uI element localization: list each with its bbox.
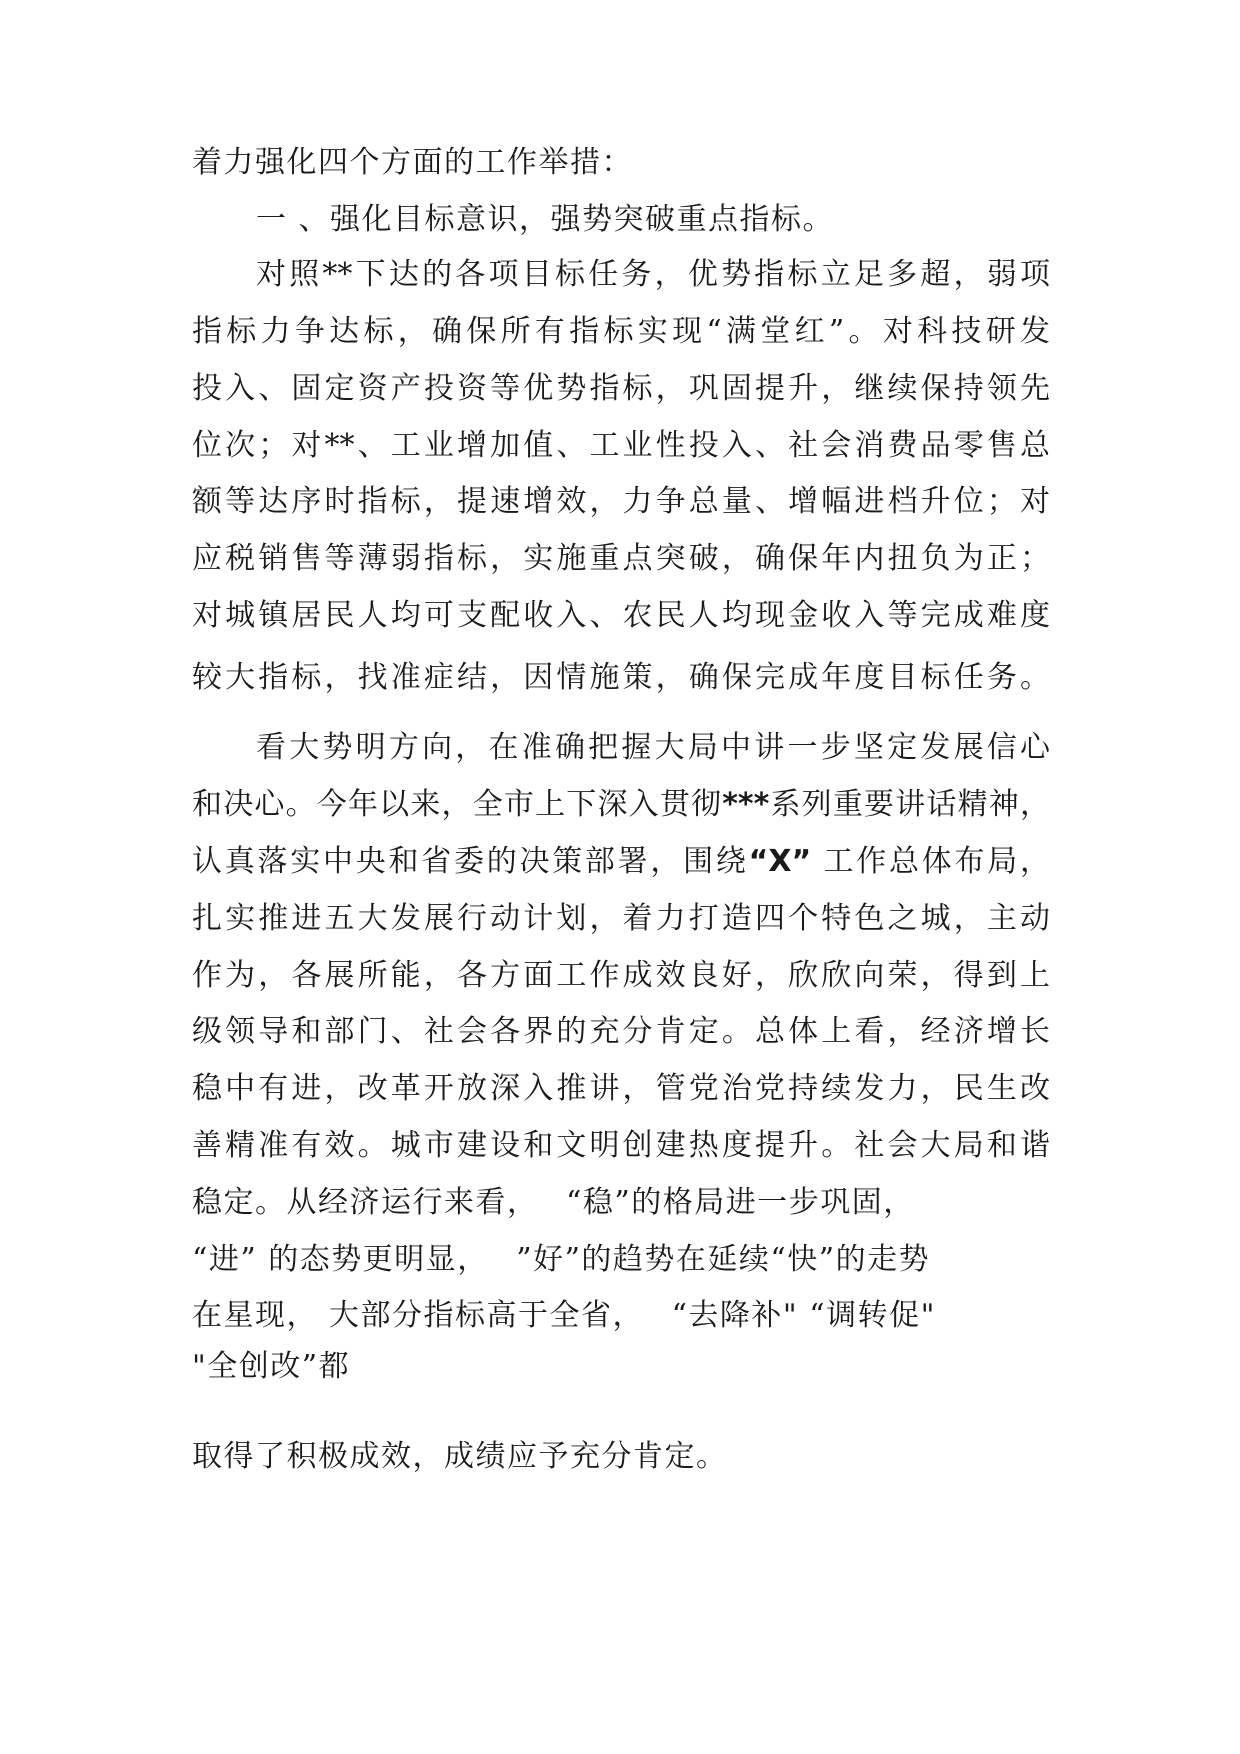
paragraph-line: 指标力争达标，确保所有指标实现“满堂红”。对科技研发	[192, 314, 1050, 349]
paragraph-line: 额等达序时指标，提速增效，力争总量、增幅进档升位；对	[192, 484, 1050, 519]
paragraph-line: 应税销售等薄弱指标，实施重点突破，确保年内扭负为正；	[192, 541, 1050, 576]
text-run: 工作总体布局，	[811, 844, 1050, 879]
paragraph-line-mixed	[192, 785, 1050, 825]
emphasis-run: ***	[722, 787, 770, 822]
paragraph-line: 作为，各展所能，各方面工作成效良好，欣欣向荣，得到上	[192, 958, 1050, 993]
paragraph-line-mixed	[192, 842, 1050, 882]
intro-line: 着力强化四个方面的工作举措：	[192, 145, 633, 180]
text-run: 和决心。今年以来，全市上下深入贯彻	[192, 787, 723, 822]
paragraph-line: 较大指标，找准症结，因情施策，确保完成年度目标任务。	[192, 660, 1050, 695]
paragraph-line: 对城镇居民人均可支配收入、农民人均现金收入等完成难度	[192, 598, 1050, 633]
paragraph-line: 稳定。从经济运行来看， “稳”的格局进一步巩固，	[192, 1185, 915, 1220]
paragraph-line: 扎实推进五大发展行动计划，着力打造四个特色之城，主动	[192, 901, 1050, 936]
paragraph-line: "全创改”都	[192, 1349, 351, 1384]
paragraph-line: 位次；对**、工业增加值、工业性投入、社会消费品零售总	[192, 428, 1050, 463]
paragraph-line: 在星现， 大部分指标高于全省， “去降补" “调转促"	[192, 1298, 936, 1333]
paragraph-line: 级领导和部门、社会各界的充分肯定。总体上看，经济增长	[192, 1014, 1050, 1049]
paragraph-line: “进” 的态势更明显， ”好”的趋势在延续“快”的走势	[192, 1242, 931, 1277]
paragraph-line: 看大势明方向，在准确把握大局中讲一步坚定发展信心	[256, 730, 1050, 765]
paragraph-line: 对照**下达的各项目标任务，优势指标立足多超，弱项	[256, 257, 1050, 292]
paragraph-line: 稳中有进，改革开放深入推讲，管党治党持续发力，民生改	[192, 1071, 1050, 1106]
text-run: 认真落实中央和省委的决策部署，围绕	[192, 844, 749, 879]
section-heading: 一 、强化目标意识，强势突破重点指标。	[256, 202, 835, 237]
text-run: 系列重要讲话精神，	[769, 787, 1051, 822]
emphasis-run: “X”	[748, 844, 812, 879]
paragraph-line: 善精准有效。城市建设和文明创建热度提升。社会大局和谐	[192, 1128, 1050, 1163]
paragraph-line: 投入、固定资产投资等优势指标，巩固提升，继续保持领先	[192, 371, 1050, 406]
closing-line: 取得了积极成效，成绩应予充分肯定。	[192, 1439, 728, 1474]
